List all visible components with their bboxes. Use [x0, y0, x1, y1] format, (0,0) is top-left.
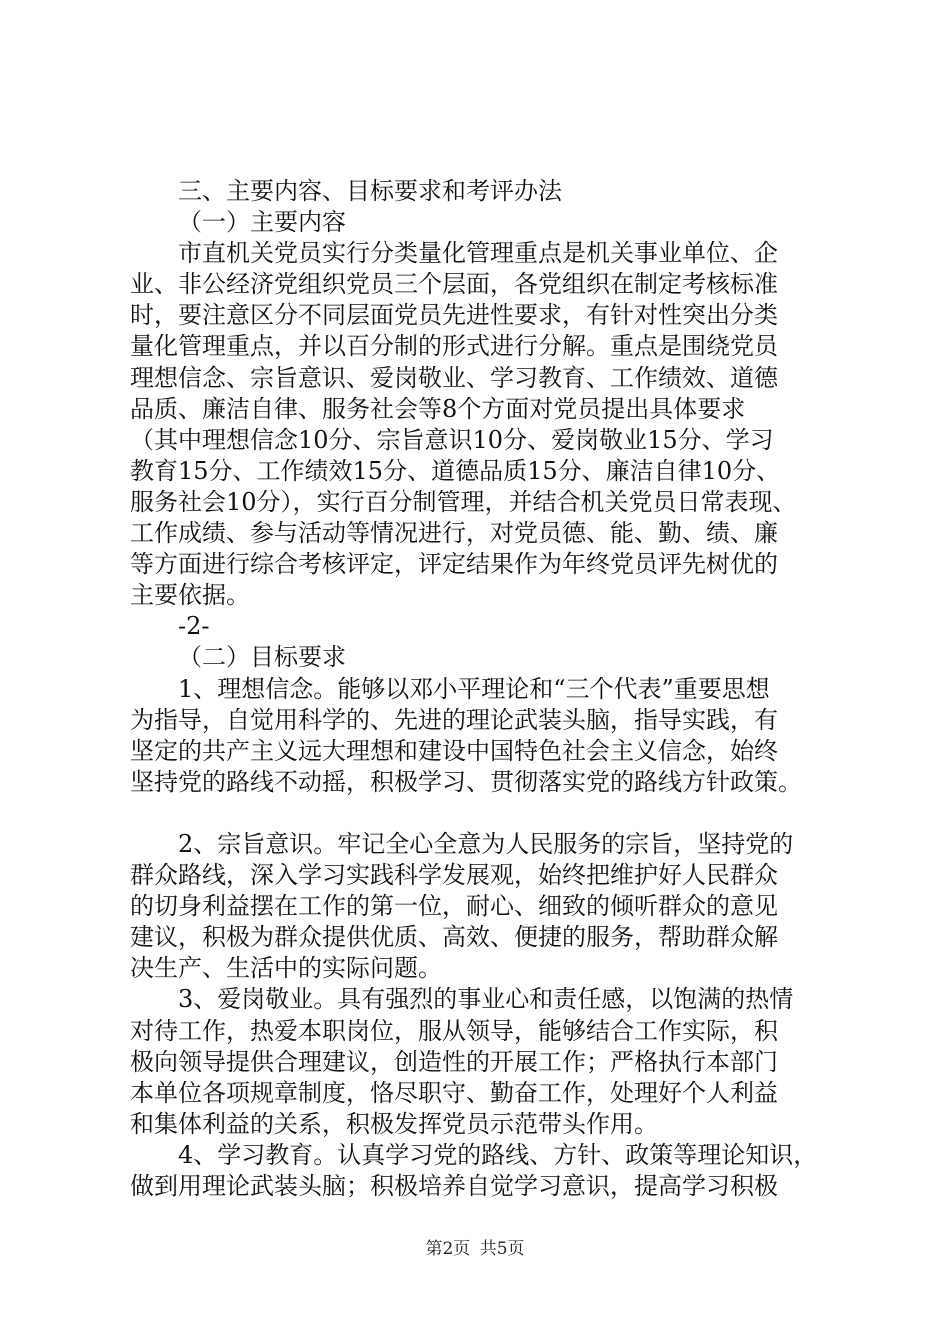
text-line: 工作成绩、参与活动等情况进行，对党员德、能、勤、绩、廉: [130, 519, 778, 548]
text-line: 4、学习教育。认真学习党的路线、方针、政策等理论知识，: [178, 1140, 818, 1169]
text-line: 量化管理重点，并以百分制的形式进行分解。重点是围绕党员: [130, 332, 778, 361]
text-line: 三、主要内容、目标要求和考评办法: [178, 177, 562, 205]
text-line: 时，要注意区分不同层面党员先进性要求，有针对性突出分类: [130, 301, 778, 330]
blank-line: [130, 798, 830, 829]
text-line: （一）主要内容: [178, 208, 346, 237]
text-line: 1、理想信念。能够以邓小平理论和“三个代表”重要思想: [178, 674, 770, 703]
text-line: 3、爱岗敬业。具有强烈的事业心和责任感，以饱满的热情: [178, 985, 794, 1014]
text-line: 坚定的共产主义远大理想和建设中国特色社会主义信念，始终: [130, 736, 778, 765]
text-line: （二）目标要求: [178, 643, 346, 672]
text-line: （其中理想信念10分、宗旨意识10分、爱岗敬业15分、学习: [130, 425, 774, 454]
text-line: 品质、廉洁自律、服务社会等8个方面对党员提出具体要求: [130, 394, 746, 423]
text-line: 本单位各项规章制度，恪尽职守、勤奋工作，处理好个人利益: [130, 1078, 778, 1107]
text-line: 坚持党的路线不动摇，积极学习、贯彻落实党的路线方针政策。: [130, 767, 802, 796]
text-line: 等方面进行综合考核评定，评定结果作为年终党员评先树优的: [130, 550, 778, 579]
text-line: 理想信念、宗旨意识、爱岗敬业、学习教育、工作绩效、道德: [130, 363, 778, 392]
text-line: 业、非公经济党组织党员三个层面，各党组织在制定考核标准: [130, 270, 778, 299]
page-total: 共5页: [479, 1239, 525, 1259]
text-line: -2-: [178, 612, 210, 641]
text-line: 和集体利益的关系，积极发挥党员示范带头作用。: [130, 1109, 658, 1138]
text-line: 2、宗旨意识。牢记全心全意为人民服务的宗旨，坚持党的: [178, 829, 794, 858]
text-line: 做到用理论武装头脑；积极培养自觉学习意识，提高学习积极: [130, 1172, 778, 1200]
text-line: 主要依据。: [130, 581, 250, 610]
page-number: 第2页: [425, 1239, 471, 1259]
document-body: [130, 176, 830, 1202]
text-line: 建议，积极为群众提供优质、高效、便捷的服务，帮助群众解: [130, 923, 778, 952]
text-line: 的切身利益摆在工作的第一位，耐心、细致的倾听群众的意见: [130, 892, 778, 921]
text-line: 群众路线，深入学习实践科学发展观，始终把维护好人民群众: [130, 861, 778, 890]
text-line: 服务社会10分），实行百分制管理，并结合机关党员日常表现、: [130, 487, 797, 516]
text-line: 为指导，自觉用科学的、先进的理论武装头脑，指导实践，有: [130, 705, 778, 734]
text-line: 市直机关党员实行分类量化管理重点是机关事业单位、企: [178, 239, 778, 268]
text-line: 对待工作，热爱本职岗位，服从领导，能够结合工作实际，积: [130, 1016, 778, 1045]
text-line: 决生产、生活中的实际问题。: [130, 954, 442, 983]
page-footer: [0, 1238, 950, 1260]
text-line: 极向领导提供合理建议，创造性的开展工作；严格执行本部门: [130, 1047, 778, 1076]
text-line: 教育15分、工作绩效15分、道德品质15分、廉洁自律10分、: [130, 456, 781, 485]
